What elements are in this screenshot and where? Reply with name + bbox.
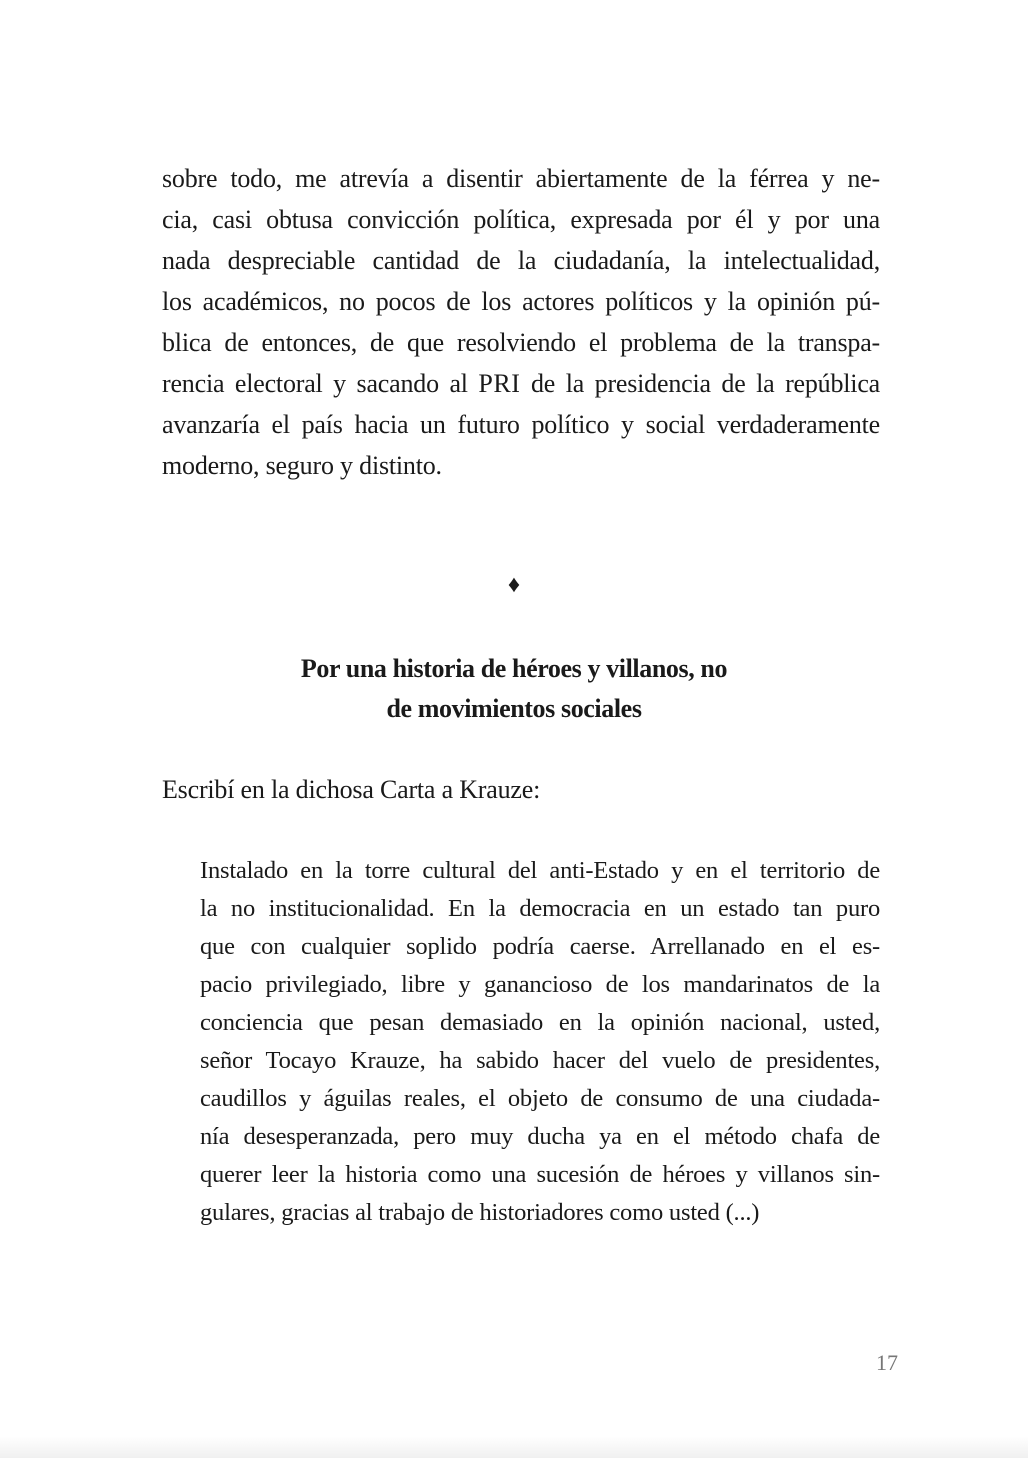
- paragraph-text: rencia electoral y sacando al: [162, 369, 479, 398]
- quote-line: la no institucionalidad. En la democracia en un estado tan puro: [200, 895, 880, 922]
- pri-acronym: PRI: [478, 369, 521, 398]
- quote-line: gulares, gracias al trabajo de historiadores como usted (...): [200, 1199, 760, 1226]
- quote-line: querer leer la historia como una sucesión de héroes y villanos sin-: [200, 1161, 880, 1188]
- intro-sentence: Escribí en la dichosa Carta a Krauze:: [162, 775, 541, 804]
- heading-line-2: de movimientos sociales: [386, 694, 642, 723]
- paragraph-line: los académicos, no pocos de los actores políticos y la opinión pú-: [162, 287, 880, 316]
- quote-line: Instalado en la torre cultural del anti-Estado y en el territorio de: [200, 857, 880, 884]
- paragraph-line: moderno, seguro y distinto.: [162, 451, 442, 480]
- paragraph-line: blica de entonces, de que resolviendo el problema de la transpa-: [162, 328, 880, 357]
- diamond-ornament-icon: ♦: [507, 572, 521, 598]
- paragraph-line: [162, 369, 880, 399]
- heading-line-1: Por una historia de héroes y villanos, no: [300, 654, 728, 683]
- page-number: 17: [876, 1350, 898, 1375]
- quote-line: señor Tocayo Krauze, ha sabido hacer del vuelo de presidentes,: [200, 1047, 880, 1074]
- paragraph-line: sobre todo, me atrevía a disentir abiertamente de la férrea y ne-: [162, 164, 880, 193]
- paragraph-text: de la presidencia de la república: [520, 369, 881, 398]
- quote-line: conciencia que pesan demasiado en la opinión nacional, usted,: [200, 1009, 880, 1036]
- quote-line: nía desesperanzada, pero muy ducha ya en el método chafa de: [200, 1123, 880, 1150]
- paragraph-line: avanzaría el país hacia un futuro político y social verdaderamente: [162, 410, 880, 439]
- quote-line: caudillos y águilas reales, el objeto de consumo de una ciudada-: [200, 1085, 880, 1112]
- quote-line: que con cualquier soplido podría caerse. Arrellanado en el es-: [200, 933, 880, 960]
- quote-line: pacio privilegiado, libre y ganancioso de los mandarinatos de la: [200, 971, 880, 998]
- paragraph-line: cia, casi obtusa convicción política, expresada por él y por una: [162, 205, 880, 234]
- page-bottom-shadow: [0, 1436, 1028, 1458]
- paragraph-line: nada despreciable cantidad de la ciudadanía, la intelectualidad,: [162, 246, 880, 275]
